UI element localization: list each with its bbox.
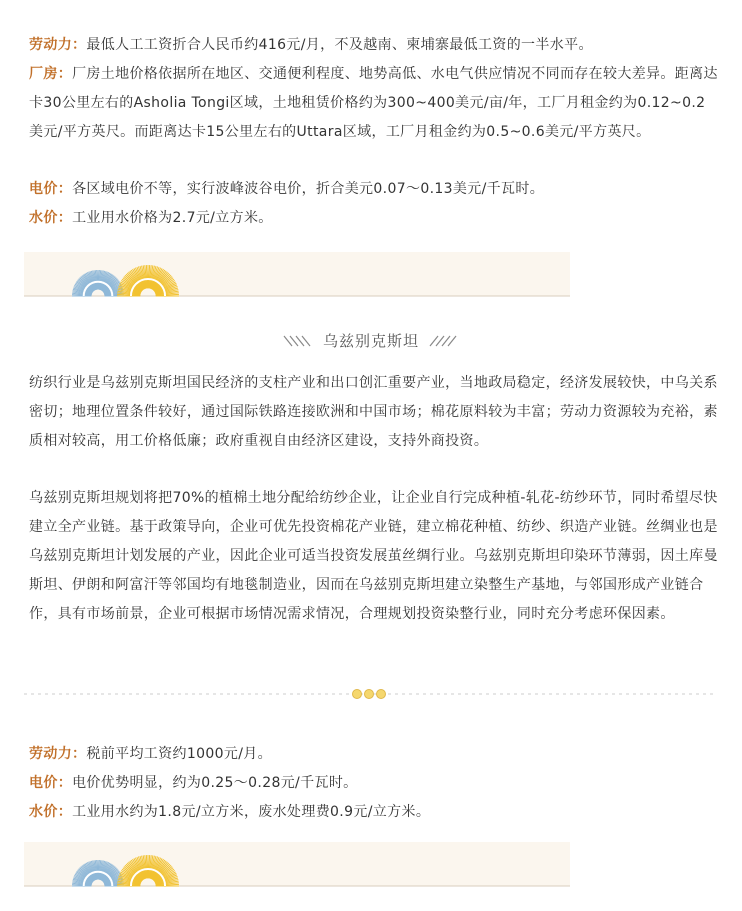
labor-paragraph-1: [29, 31, 719, 60]
labor-text: 税前平均工资约1000元/月。: [86, 746, 273, 762]
section-heading: [0, 330, 742, 360]
labor-label: 劳动力：: [29, 37, 87, 53]
electricity-paragraph-1: [29, 175, 719, 204]
water-label: 水价：: [29, 804, 73, 820]
water-paragraph-1: [29, 204, 719, 233]
water-text: 工业用水价格为2.7元/立方米。: [72, 210, 273, 226]
factory-paragraph: [29, 60, 719, 147]
labor-label: 劳动力：: [29, 746, 87, 762]
section-title: 乌兹别克斯坦: [322, 332, 419, 350]
sunburst-divider-2: [24, 842, 570, 890]
left-hatch-icon: [278, 334, 318, 348]
factory-label: 厂房：: [29, 66, 73, 82]
dotted-divider: [24, 686, 714, 702]
electricity-text: 各区域电价不等，实行波峰波谷电价，折合美元0.07～0.13美元/千瓦时。: [72, 181, 545, 197]
uzbekistan-paragraph-1: 纺织行业是乌兹别克斯坦国民经济的支柱产业和出口创汇重要产业，当地政局稳定，经济发展较快，中乌关系密切；地理位置条件较好，通过国际铁路连接欧洲和中国市场；棉花原料较为丰富；劳动力资源较为充裕，素质相对较高，用工价格低廉；政府重视自由经济区建设，支持外商投资。: [29, 375, 718, 449]
sunburst-divider-1: [24, 252, 570, 300]
yellow-dot-icon: [353, 690, 362, 699]
uzbekistan-paragraph-2: 乌兹别克斯坦规划将把70%的植棉土地分配给纺纱企业，让企业自行完成种植-轧花-纺纱环节，同时希望尽快建立全产业链。基于政策导向，企业可优先投资棉花产业链，建立棉花种植、纺纱、织造产业链。丝绸业也是乌兹别克斯坦计划发展的产业，因此企业可适当投资发展茧丝绸行业。乌兹别克斯坦印染环节薄弱，因土库曼斯坦、伊朗和阿富汗等邻国均有地毯制造业，因而在乌兹别克斯坦建立染整生产基地，与邻国形成产业链合作，具有市场前景，企业可根据市场情况需求情况，合理规划投资染整行业，同时充分考虑环保因素。: [29, 490, 718, 622]
water-label: 水价：: [29, 210, 73, 226]
yellow-dot-icon: [365, 690, 374, 699]
electricity-label: 电价：: [29, 181, 73, 197]
electricity-label: 电价：: [29, 775, 73, 791]
right-hatch-icon: [424, 334, 464, 348]
electricity-text: 电价优势明显，约为0.25～0.28元/千瓦时。: [72, 775, 358, 791]
labor-text: 最低人工工资折合人民币约416元/月，不及越南、柬埔寨最低工资的一半水平。: [86, 37, 593, 53]
electricity-paragraph-2: [29, 769, 719, 798]
water-paragraph-2: [29, 798, 719, 827]
yellow-dot-icon: [377, 690, 386, 699]
factory-text: 厂房土地价格依据所在地区、交通便利程度、地势高低、水电气供应情况不同而存在较大差异。距离达卡30公里左右的Asholia Tongi区域，土地租赁价格约为300~400美元/亩/年，工厂月租金约为0.12~0.2美元/平方英尺。而距离达卡15公里左右的Uttara区域，工厂月租金约为0.5~0.6美元/平方英尺。: [29, 66, 718, 140]
labor-paragraph-2: [29, 740, 719, 769]
water-text: 工业用水约为1.8元/立方米，废水处理费0.9元/立方米。: [72, 804, 431, 820]
